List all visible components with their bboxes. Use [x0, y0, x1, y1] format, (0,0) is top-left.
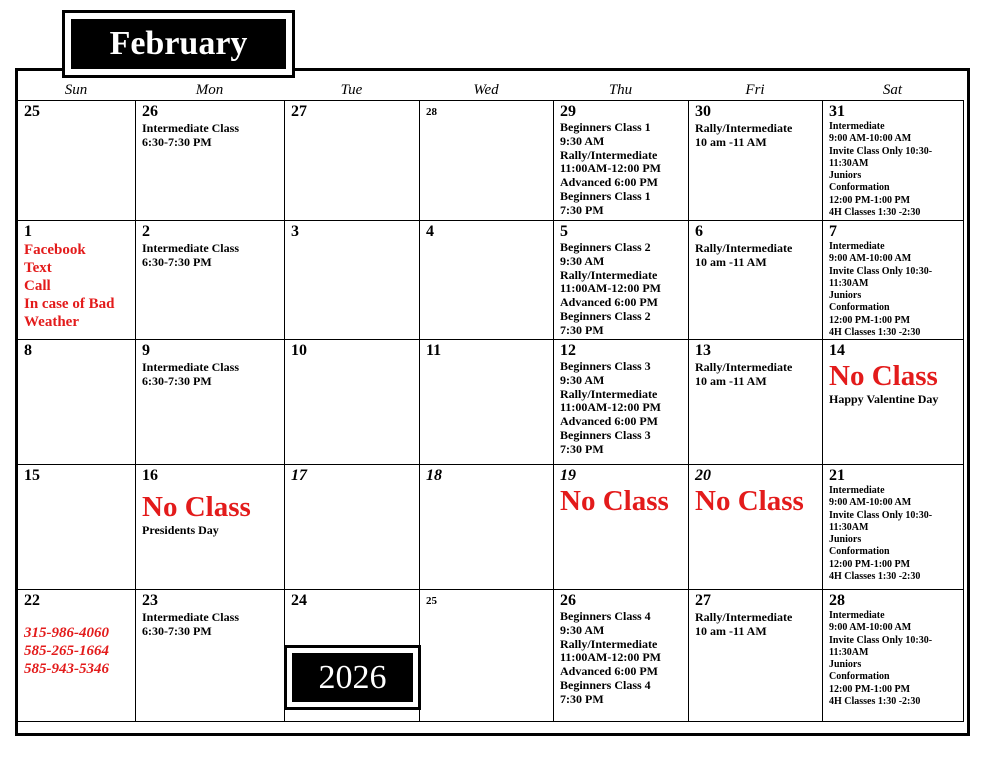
day-cell [136, 590, 285, 722]
day-number: 28 [426, 106, 437, 118]
day-number: 1 [24, 223, 32, 240]
day-cell [689, 101, 823, 221]
day-cell [420, 590, 554, 722]
day-number: 25 [426, 595, 437, 607]
day-cell [554, 465, 689, 590]
day-cell [823, 221, 964, 340]
day-number: 15 [24, 467, 40, 484]
day-cell [136, 101, 285, 221]
day-number: 10 [291, 342, 307, 359]
day-events: Presidents Day [142, 523, 219, 537]
day-number: 16 [142, 467, 158, 484]
weekday-thu: Thu [608, 82, 633, 98]
weekday-wed: Wed [473, 82, 499, 98]
day-cell [285, 465, 420, 590]
day-number: 24 [291, 592, 307, 609]
day-cell [689, 465, 823, 590]
day-cell [136, 221, 285, 340]
phone-numbers: 315-986-4060 585-265-1664 585-943-5346 [24, 625, 109, 677]
day-number: 17 [291, 467, 307, 484]
day-number: 27 [695, 592, 711, 609]
weekday-fri: Fri [745, 82, 765, 98]
day-number: 19 [560, 467, 576, 484]
day-events: Rally/Intermediate 10 am -11 AM [695, 121, 793, 149]
day-events: Beginners Class 4 9:30 AM Rally/Intermediate 11:00AM-12:00 PM Advanced 6:00 PM Beginners Class 4 7:30 PM [560, 609, 661, 706]
day-number: 26 [560, 592, 576, 609]
weather-notice: Facebook Text Call In case of Bad Weather [24, 242, 115, 330]
day-number: 26 [142, 103, 158, 120]
day-events: Beginners Class 1 9:30 AM Rally/Intermediate 11:00AM-12:00 PM Advanced 6:00 PM Beginners Class 1 7:30 PM [560, 120, 661, 217]
day-events: Intermediate Class 6:30-7:30 PM [142, 610, 239, 638]
day-cell [285, 101, 420, 221]
day-events: Intermediate 9:00 AM-10:00 AM Invite Class Only 10:30-11:30AM Juniors Conformation 12:00 PM-1:00 PM 4H Classes 1:30 -2:30 [829, 485, 933, 583]
day-cell [823, 340, 964, 465]
day-cell [18, 101, 136, 221]
day-cell [18, 590, 136, 722]
day-events: Intermediate 9:00 AM-10:00 AM Invite Class Only 10:30-11:30AM Juniors Conformation 12:00 PM-1:00 PM 4H Classes 1:30 -2:30 [829, 610, 933, 708]
day-cell [823, 101, 964, 221]
day-events: Intermediate 9:00 AM-10:00 AM Invite Class Only 10:30-11:30AM Juniors Conformation 12:00 PM-1:00 PM 4H Classes 1:30 -2:30 [829, 241, 933, 339]
day-events: Rally/Intermediate 10 am -11 AM [695, 360, 793, 388]
day-cell [689, 340, 823, 465]
day-number: 27 [291, 103, 307, 120]
month-title: February [71, 19, 286, 69]
day-cell [554, 101, 689, 221]
day-events: Beginners Class 2 9:30 AM Rally/Intermediate 11:00AM-12:00 PM Advanced 6:00 PM Beginners Class 2 7:30 PM [560, 240, 661, 337]
day-number: 5 [560, 223, 568, 240]
day-cell [136, 340, 285, 465]
day-number: 8 [24, 342, 32, 359]
weekday-sun: Sun [64, 82, 88, 98]
day-cell [285, 340, 420, 465]
day-cell [554, 590, 689, 722]
day-cell [136, 465, 285, 590]
day-events: Rally/Intermediate 10 am -11 AM [695, 610, 793, 638]
day-cell [420, 101, 554, 221]
day-number: 3 [291, 223, 299, 240]
year-banner [284, 645, 421, 710]
day-cell [554, 221, 689, 340]
day-number: 28 [829, 592, 845, 609]
day-events: Intermediate Class 6:30-7:30 PM [142, 241, 239, 269]
day-number: 30 [695, 103, 711, 120]
no-class-notice: No Class [695, 485, 804, 517]
day-number: 4 [426, 223, 434, 240]
day-cell [554, 340, 689, 465]
day-cell [823, 465, 964, 590]
day-number: 13 [695, 342, 711, 359]
day-cell [18, 465, 136, 590]
day-number: 7 [829, 223, 837, 240]
no-class-notice: No Class [560, 485, 669, 517]
day-events: Happy Valentine Day [829, 392, 939, 406]
day-number: 20 [695, 467, 711, 484]
weekday-tue: Tue [340, 82, 363, 98]
day-cell [420, 340, 554, 465]
day-number: 29 [560, 103, 576, 120]
no-class-notice: No Class [829, 360, 938, 392]
day-number: 18 [426, 467, 442, 484]
day-number: 12 [560, 342, 576, 359]
day-cell [420, 221, 554, 340]
weekday-sat: Sat [882, 82, 903, 98]
day-number: 6 [695, 223, 703, 240]
day-cell [823, 590, 964, 722]
calendar-grid [17, 100, 964, 722]
day-cell [18, 221, 136, 340]
day-number: 22 [24, 592, 40, 609]
day-events: Intermediate Class 6:30-7:30 PM [142, 121, 239, 149]
day-number: 9 [142, 342, 150, 359]
day-events: Intermediate Class 6:30-7:30 PM [142, 360, 239, 388]
day-number: 14 [829, 342, 845, 359]
month-banner [62, 10, 295, 78]
day-events: Intermediate 9:00 AM-10:00 AM Invite Class Only 10:30-11:30AM Juniors Conformation 12:00 PM-1:00 PM 4H Classes 1:30 -2:30 [829, 121, 933, 219]
day-number: 23 [142, 592, 158, 609]
day-number: 25 [24, 103, 40, 120]
day-number: 21 [829, 467, 845, 484]
day-number: 11 [426, 342, 442, 359]
day-events: Beginners Class 3 9:30 AM Rally/Intermediate 11:00AM-12:00 PM Advanced 6:00 PM Beginners Class 3 7:30 PM [560, 359, 661, 456]
day-cell [689, 590, 823, 722]
day-cell [689, 221, 823, 340]
weekday-mon: Mon [195, 82, 224, 98]
day-cell [285, 221, 420, 340]
day-cell [420, 465, 554, 590]
day-events: Rally/Intermediate 10 am -11 AM [695, 241, 793, 269]
day-number: 31 [829, 103, 845, 120]
year-label: 2026 [292, 653, 413, 702]
day-cell [18, 340, 136, 465]
day-number: 2 [142, 223, 150, 240]
no-class-notice: No Class [142, 491, 251, 523]
